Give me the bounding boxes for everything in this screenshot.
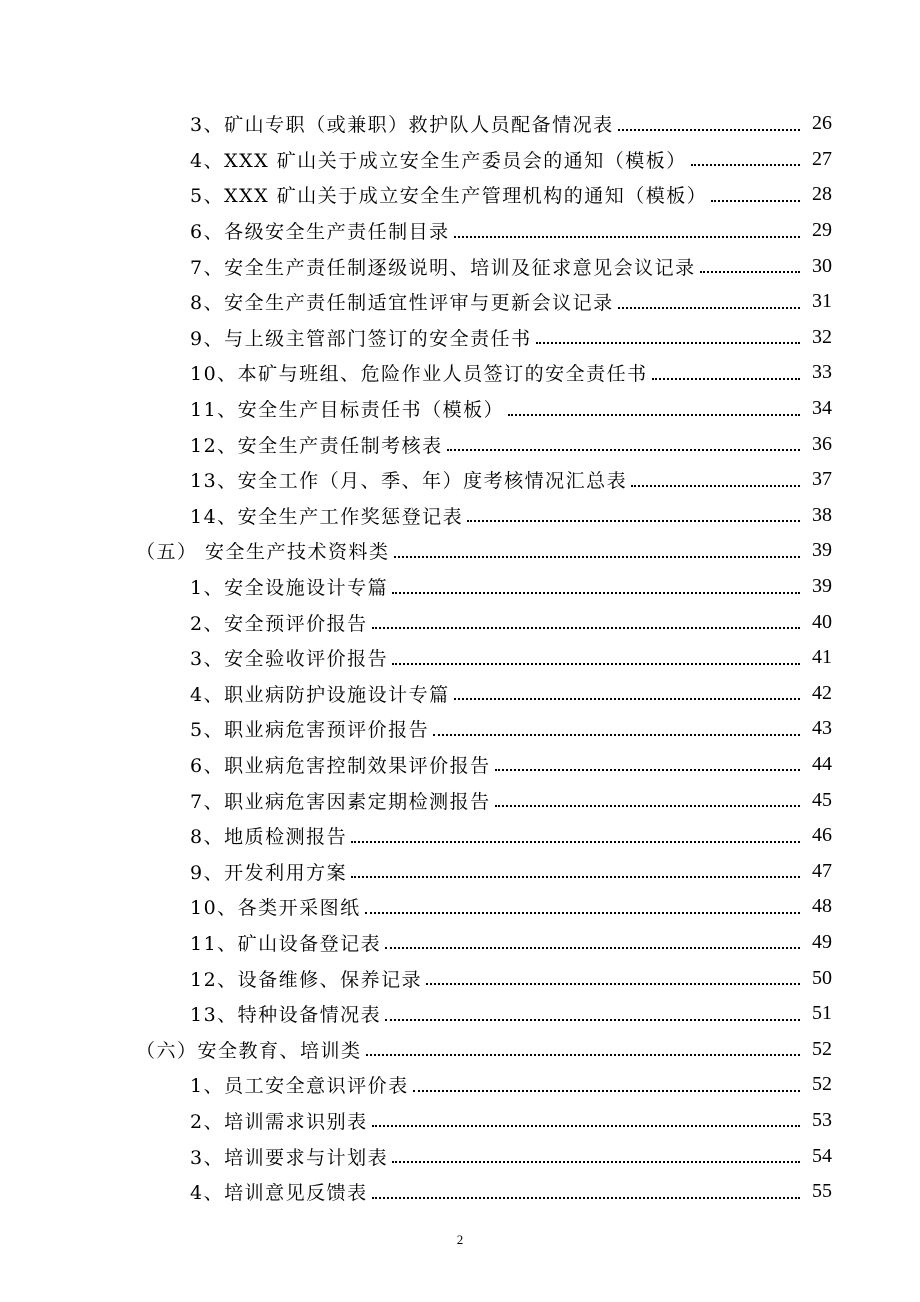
toc-entry-text: （五） 安全生产技术资料类 <box>136 537 390 564</box>
toc-dot-leader <box>351 856 800 878</box>
toc-page-number: 51 <box>812 1002 832 1025</box>
toc-entry-text: 12、安全生产责任制考核表 <box>190 431 443 458</box>
toc-dot-leader <box>351 821 800 843</box>
toc-entry[interactable] <box>0 391 920 427</box>
toc-entry-text: 12、设备维修、保养记录 <box>190 965 422 992</box>
toc-page-number: 39 <box>812 575 832 598</box>
toc-dot-leader <box>372 1105 800 1127</box>
toc-page-number: 48 <box>812 895 832 918</box>
toc-page-number: 41 <box>812 646 832 669</box>
toc-entry-text: 13、特种设备情况表 <box>190 1000 381 1027</box>
toc-entry-text: 11、矿山设备登记表 <box>190 929 381 956</box>
toc-entry-text: 1、安全设施设计专篇 <box>190 573 388 600</box>
toc-page-number: 45 <box>812 788 832 811</box>
toc-dot-leader <box>467 500 800 522</box>
toc-entry[interactable] <box>0 818 920 854</box>
toc-dot-leader <box>394 536 800 558</box>
toc-page-number: 39 <box>812 539 832 562</box>
toc-entry[interactable] <box>0 711 920 747</box>
toc-page-number: 37 <box>812 468 832 491</box>
toc-page-number: 50 <box>812 966 832 989</box>
toc-entry[interactable] <box>0 462 920 498</box>
toc-page-number: 26 <box>812 112 832 135</box>
toc-entry[interactable] <box>0 248 920 284</box>
toc-dot-leader <box>447 429 800 451</box>
toc-entry-text: 5、职业病危害预评价报告 <box>190 715 429 742</box>
toc-entry[interactable] <box>0 925 920 961</box>
toc-entry[interactable] <box>0 1138 920 1174</box>
toc-page-number: 47 <box>812 859 832 882</box>
toc-entry-text: 10、各类开采图纸 <box>190 893 361 920</box>
toc-page-number: 49 <box>812 930 832 953</box>
page-number: 2 <box>456 1232 464 1247</box>
toc-page-number: 52 <box>812 1037 832 1060</box>
toc-entry[interactable] <box>0 142 920 178</box>
toc-page-number: 43 <box>812 717 832 740</box>
toc-page-number: 34 <box>812 397 832 420</box>
toc-entry[interactable] <box>0 782 920 818</box>
toc-entry-text: 3、安全验收评价报告 <box>190 644 388 671</box>
toc-page-number: 36 <box>812 432 832 455</box>
toc-entry-text: 10、本矿与班组、危险作业人员签订的安全责任书 <box>190 359 648 386</box>
toc-dot-leader <box>385 927 800 949</box>
toc-dot-leader <box>454 678 800 700</box>
toc-dot-leader <box>413 1070 800 1092</box>
toc-dot-leader <box>691 144 800 166</box>
toc-entry[interactable] <box>0 213 920 249</box>
toc-entry-text: 2、安全预评价报告 <box>190 609 368 636</box>
toc-page-number: 46 <box>812 824 832 847</box>
toc-page-number: 53 <box>812 1108 832 1131</box>
toc-entry-text: 11、安全生产目标责任书（模板） <box>190 395 504 422</box>
toc-entry-text: 6、职业病危害控制效果评价报告 <box>190 751 491 778</box>
toc-entry[interactable] <box>0 284 920 320</box>
toc-entry-text: 7、职业病危害因素定期检测报告 <box>190 787 491 814</box>
toc-dot-leader <box>618 109 800 131</box>
toc-section-heading[interactable] <box>0 1031 920 1067</box>
toc-entry-text: 3、矿山专职（或兼职）救护队人员配备情况表 <box>190 110 614 137</box>
toc-entry[interactable] <box>0 853 920 889</box>
toc-section-heading[interactable] <box>0 533 920 569</box>
toc-page-number: 32 <box>812 325 832 348</box>
toc-dot-leader <box>536 322 800 344</box>
toc-entry-text: 14、安全生产工作奖惩登记表 <box>190 502 463 529</box>
toc-dot-leader <box>433 714 800 736</box>
toc-page-number: 28 <box>812 183 832 206</box>
toc-dot-leader <box>618 287 800 309</box>
toc-entry-text: 3、培训要求与计划表 <box>190 1143 388 1170</box>
toc-dot-leader <box>495 749 800 771</box>
toc-dot-leader <box>372 1177 800 1199</box>
toc-page-number: 40 <box>812 610 832 633</box>
toc-page-number: 30 <box>812 254 832 277</box>
toc-dot-leader <box>454 216 800 238</box>
toc-entry[interactable] <box>0 747 920 783</box>
toc-entry-text: 8、地质检测报告 <box>190 822 347 849</box>
toc-entry-text: 4、培训意见反馈表 <box>190 1178 368 1205</box>
toc-entry-text: （六）安全教育、培训类 <box>136 1036 362 1063</box>
toc-entry-text: 9、开发利用方案 <box>190 858 347 885</box>
toc-entry[interactable] <box>0 177 920 213</box>
toc-dot-leader <box>392 1141 800 1163</box>
toc-entry[interactable] <box>0 960 920 996</box>
toc-dot-leader <box>508 394 800 416</box>
toc-dot-leader <box>392 572 800 594</box>
toc-page-number: 33 <box>812 361 832 384</box>
toc-page-number: 42 <box>812 681 832 704</box>
toc-page-number: 44 <box>812 752 832 775</box>
toc-entry-text: 9、与上级主管部门签订的安全责任书 <box>190 324 532 351</box>
toc-page-number: 31 <box>812 290 832 313</box>
toc-dot-leader <box>700 251 800 273</box>
toc-entry[interactable] <box>0 106 920 142</box>
toc-page-number: 29 <box>812 219 832 242</box>
toc-dot-leader <box>372 607 800 629</box>
toc-entry[interactable] <box>0 1103 920 1139</box>
toc-entry[interactable] <box>0 426 920 462</box>
toc-entry-text: 13、安全工作（月、季、年）度考核情况汇总表 <box>190 466 627 493</box>
toc-dot-leader <box>652 358 800 380</box>
toc-entry[interactable] <box>0 676 920 712</box>
toc-entry[interactable] <box>0 1067 920 1103</box>
toc-entry-text: 8、安全生产责任制适宜性评审与更新会议记录 <box>190 288 614 315</box>
toc-page-number: 52 <box>812 1073 832 1096</box>
toc-entry[interactable] <box>0 640 920 676</box>
toc-page-number: 27 <box>812 147 832 170</box>
toc-entry-text: 6、各级安全生产责任制目录 <box>190 217 450 244</box>
toc-entry-text: 5、XXX 矿山关于成立安全生产管理机构的通知（模板） <box>190 181 707 208</box>
toc-dot-leader <box>426 963 800 985</box>
toc-entry-text: 4、XXX 矿山关于成立安全生产委员会的通知（模板） <box>190 146 687 173</box>
toc-dot-leader <box>711 180 800 202</box>
toc-dot-leader <box>495 785 800 807</box>
toc-entry[interactable] <box>0 498 920 534</box>
toc-dot-leader <box>385 999 800 1021</box>
toc-entry[interactable] <box>0 889 920 925</box>
toc-dot-leader <box>392 643 800 665</box>
table-of-contents <box>0 106 920 1209</box>
toc-entry-text: 4、职业病防护设施设计专篇 <box>190 680 450 707</box>
toc-dot-leader <box>631 465 800 487</box>
toc-entry-text: 2、培训需求识别表 <box>190 1107 368 1134</box>
toc-dot-leader <box>366 1034 800 1056</box>
toc-entry[interactable] <box>0 569 920 605</box>
toc-entry[interactable] <box>0 604 920 640</box>
toc-page-number: 54 <box>812 1144 832 1167</box>
toc-entry-text: 7、安全生产责任制逐级说明、培训及征求意见会议记录 <box>190 253 696 280</box>
toc-entry-text: 1、员工安全意识评价表 <box>190 1071 409 1098</box>
toc-dot-leader <box>365 892 800 914</box>
toc-page-number: 38 <box>812 503 832 526</box>
toc-entry[interactable] <box>0 1174 920 1210</box>
toc-entry[interactable] <box>0 355 920 391</box>
toc-page-number: 55 <box>812 1180 832 1203</box>
toc-entry[interactable] <box>0 996 920 1032</box>
toc-entry[interactable] <box>0 320 920 356</box>
